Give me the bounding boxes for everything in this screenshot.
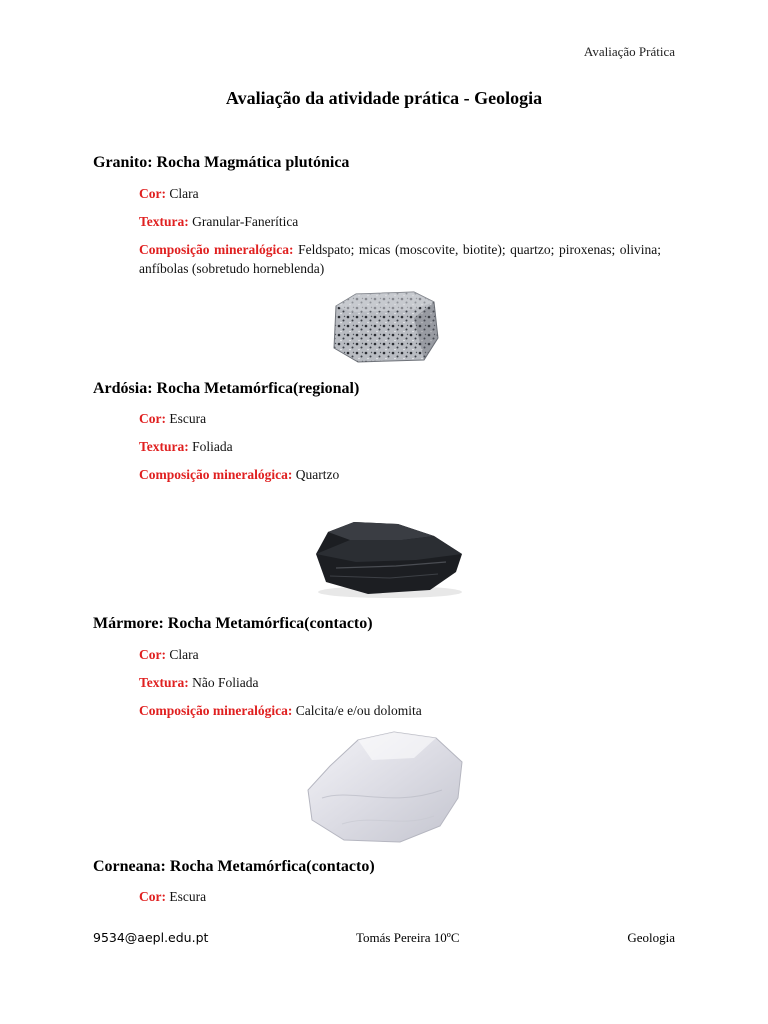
- cor-value: Clara: [169, 647, 199, 662]
- marmore-textura: [139, 673, 661, 692]
- cor-label: Cor:: [139, 889, 166, 904]
- cor-label: Cor:: [139, 186, 166, 201]
- marble-rock-image: [302, 728, 466, 846]
- footer-email: 9534@aepl.edu.pt: [93, 930, 209, 945]
- composicao-label: Composição mineralógica:: [139, 242, 294, 257]
- granito-composicao: [139, 240, 661, 278]
- footer-subject: Geologia: [627, 930, 675, 945]
- marmore-cor: [139, 645, 661, 664]
- textura-label: Textura:: [139, 675, 189, 690]
- cor-value: Escura: [169, 411, 207, 426]
- granite-rock-image: [328, 288, 442, 366]
- composicao-value: Quartzo: [295, 467, 340, 482]
- section-heading-corneana: Corneana: Rocha Metamórfica(contacto): [93, 858, 375, 875]
- composicao-value: Feldspato; micas (moscovite, biotite); quartzo; piroxenas; olivina; anfíbolas (sobretudo horneblenda): [139, 242, 661, 276]
- footer-author: Tomás Pereira 10ºC: [356, 930, 460, 945]
- marmore-composicao: [139, 701, 661, 720]
- cor-value: Escura: [169, 889, 207, 904]
- textura-value: Não Foliada: [192, 675, 259, 690]
- textura-value: Foliada: [192, 439, 233, 454]
- textura-label: Textura:: [139, 439, 189, 454]
- page-header: Avaliação Prática: [583, 44, 675, 59]
- composicao-label: Composição mineralógica:: [139, 467, 293, 482]
- cor-label: Cor:: [139, 647, 166, 662]
- ardosia-textura: [139, 437, 661, 456]
- composicao-value: Calcita/e e/ou dolomita: [295, 703, 422, 718]
- section-heading-granito: Granito: Rocha Magmática plutónica: [93, 154, 350, 171]
- textura-value: Granular-Fanerítica: [192, 214, 299, 229]
- section-heading-marmore: Mármore: Rocha Metamórfica(contacto): [93, 615, 373, 632]
- textura-label: Textura:: [139, 214, 189, 229]
- section-heading-ardosia: Ardósia: Rocha Metamórfica(regional): [93, 380, 360, 397]
- document-title: Avaliação da atividade prática - Geologia: [225, 88, 543, 108]
- cor-label: Cor:: [139, 411, 166, 426]
- granito-textura: [139, 212, 661, 231]
- corneana-cor: [139, 887, 661, 906]
- composicao-label: Composição mineralógica:: [139, 703, 293, 718]
- granito-cor: [139, 184, 661, 203]
- ardosia-composicao: [139, 465, 661, 484]
- cor-value: Clara: [169, 186, 199, 201]
- slate-rock-image: [306, 510, 470, 602]
- ardosia-cor: [139, 409, 661, 428]
